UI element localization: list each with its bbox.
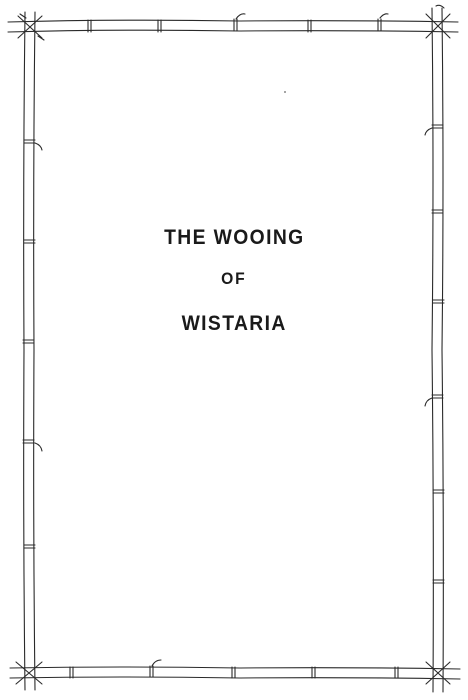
- corner-lashing-bottom-left: [16, 662, 42, 684]
- bamboo-pole-top: [8, 14, 458, 32]
- bamboo-pole-bottom: [10, 660, 460, 679]
- corner-lashing-top-left: [18, 14, 44, 40]
- title-line-2: OF: [221, 269, 247, 288]
- corner-lashing-bottom-right: [426, 662, 450, 684]
- ink-speck: [284, 91, 286, 93]
- bamboo-pole-left: [23, 12, 42, 690]
- title-line-3: WISTARIA: [181, 312, 287, 335]
- bamboo-pole-right: [425, 8, 444, 692]
- title-line-1: THE WOOING: [163, 226, 305, 249]
